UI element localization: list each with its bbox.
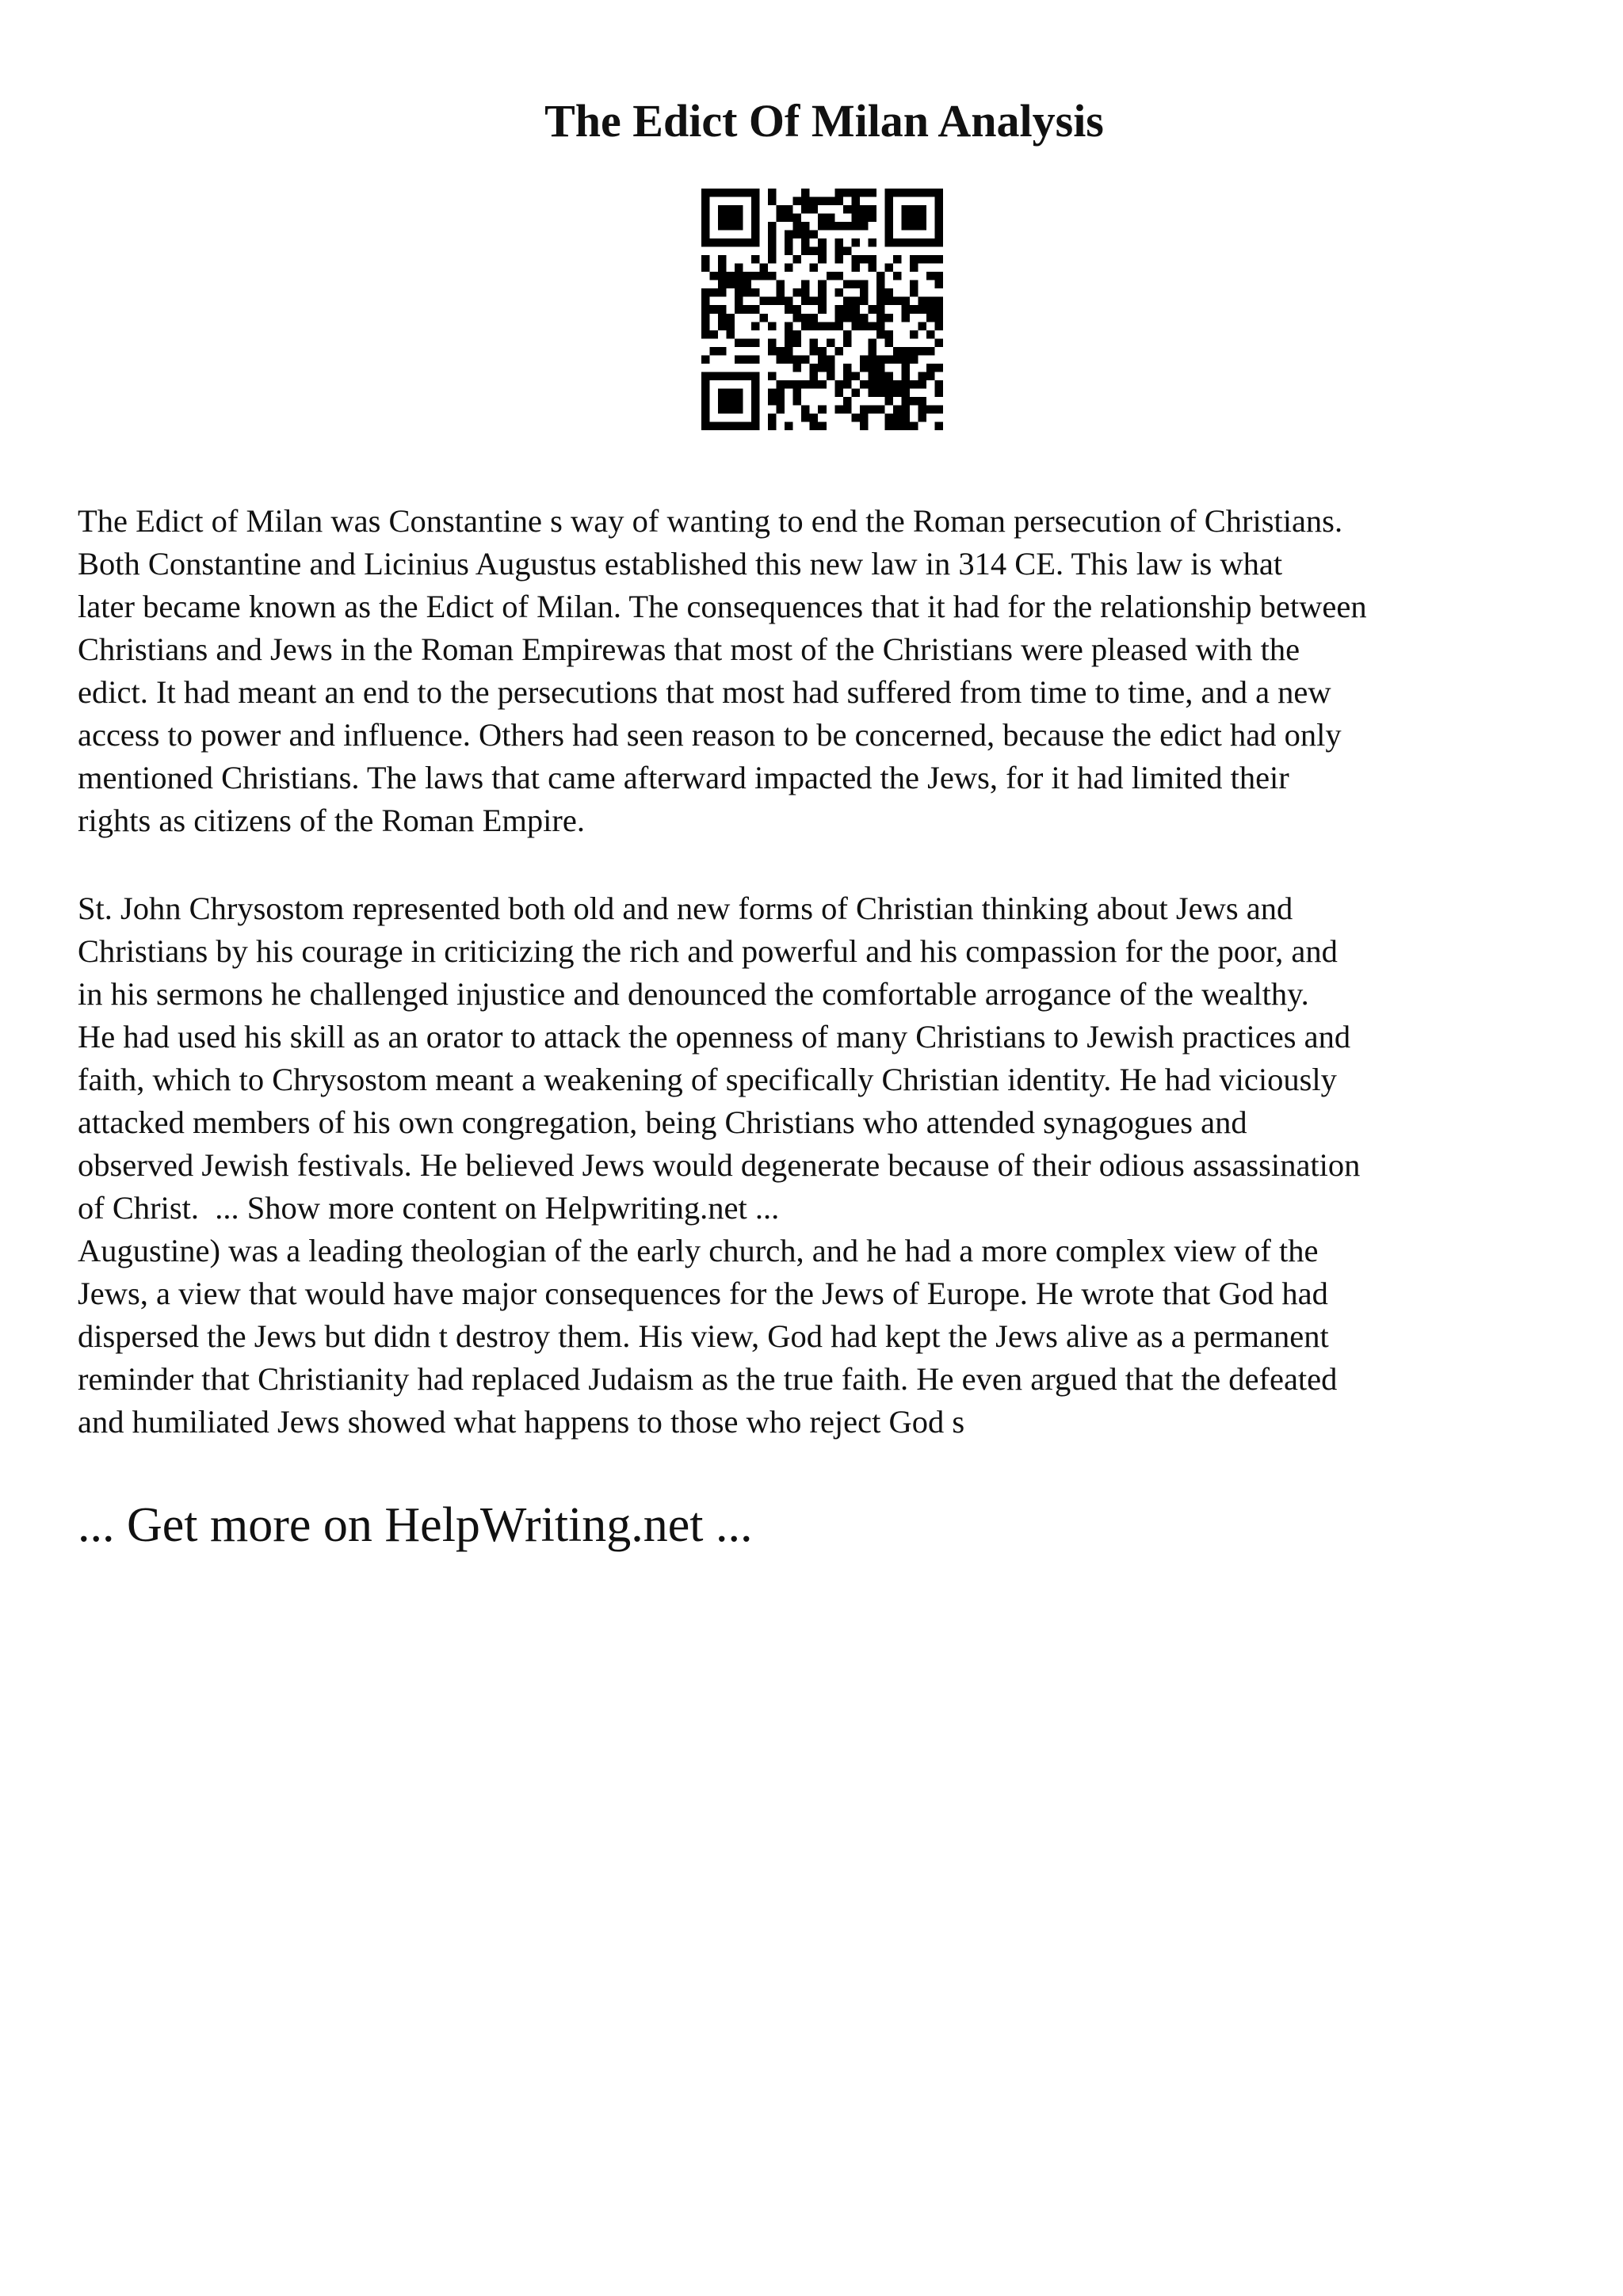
show-more-link[interactable]: ... Show more content on Helpwriting.net ... [215, 1190, 780, 1226]
paragraph-line: The Edict of Milan was Constantine s way of wanting to end the Roman persecution of Christians. [78, 503, 1343, 539]
paragraph-line: mentioned Christians. The laws that came afterward impacted the Jews, for it had limited their [78, 760, 1289, 795]
paragraph-line: Both Constantine and Licinius Augustus established this new law in 314 CE. This law is what [78, 546, 1283, 582]
paragraph-line: Jews, a view that would have major consequences for the Jews of Europe. He wrote that God had [78, 1276, 1328, 1311]
paragraph-line: reminder that Christianity had replaced Judaism as the true faith. He even argued that the defeated [78, 1361, 1338, 1397]
qr-code-image [701, 189, 943, 430]
paragraph-line-with-link [78, 1187, 1583, 1230]
paragraph-line: faith, which to Chrysostom meant a weakening of specifically Christian identity. He had viciously [78, 1062, 1337, 1097]
paragraph-line: He had used his skill as an orator to attack the openness of many Christians to Jewish practices and [78, 1019, 1351, 1055]
paragraph-line: Christians and Jews in the Roman Empirewas that most of the Christians were pleased with the [78, 631, 1300, 667]
paragraph-line: St. John Chrysostom represented both old and new forms of Christian thinking about Jews and [78, 891, 1293, 926]
paragraph-line: edict. It had meant an end to the persecutions that most had suffered from time to time, and a new [78, 674, 1331, 710]
paragraph-line: Augustine) was a leading theologian of the early church, and he had a more complex view of the [78, 1233, 1319, 1268]
paragraph-2 [78, 887, 1583, 1444]
paragraph-1 [78, 500, 1583, 842]
paragraph-line-start: of Christ. [78, 1190, 200, 1226]
paragraph-line: attacked members of his own congregation, being Christians who attended synagogues and [78, 1104, 1247, 1140]
paragraph-line: rights as citizens of the Roman Empire. [78, 803, 585, 838]
paragraph-line: later became known as the Edict of Milan. The consequences that it had for the relationship between [78, 589, 1367, 624]
page-title: The Edict Of Milan Analysis [544, 95, 1104, 147]
paragraph-line: observed Jewish festivals. He believed Jews would degenerate because of their odious assassination [78, 1147, 1361, 1183]
paragraph-line: in his sermons he challenged injustice and denounced the comfortable arrogance of the wealthy. [78, 976, 1309, 1012]
paragraph-line: Christians by his courage in criticizing the rich and powerful and his compassion for the poor, and [78, 933, 1338, 969]
paragraph-line: dispersed the Jews but didn t destroy them. His view, God had kept the Jews alive as a permanent [78, 1318, 1329, 1354]
get-more-link[interactable]: ... Get more on HelpWriting.net ... [78, 1498, 753, 1552]
paragraph-line: and humiliated Jews showed what happens to those who reject God s [78, 1404, 965, 1440]
paragraph-line: access to power and influence. Others had seen reason to be concerned, because the edict had only [78, 717, 1342, 753]
